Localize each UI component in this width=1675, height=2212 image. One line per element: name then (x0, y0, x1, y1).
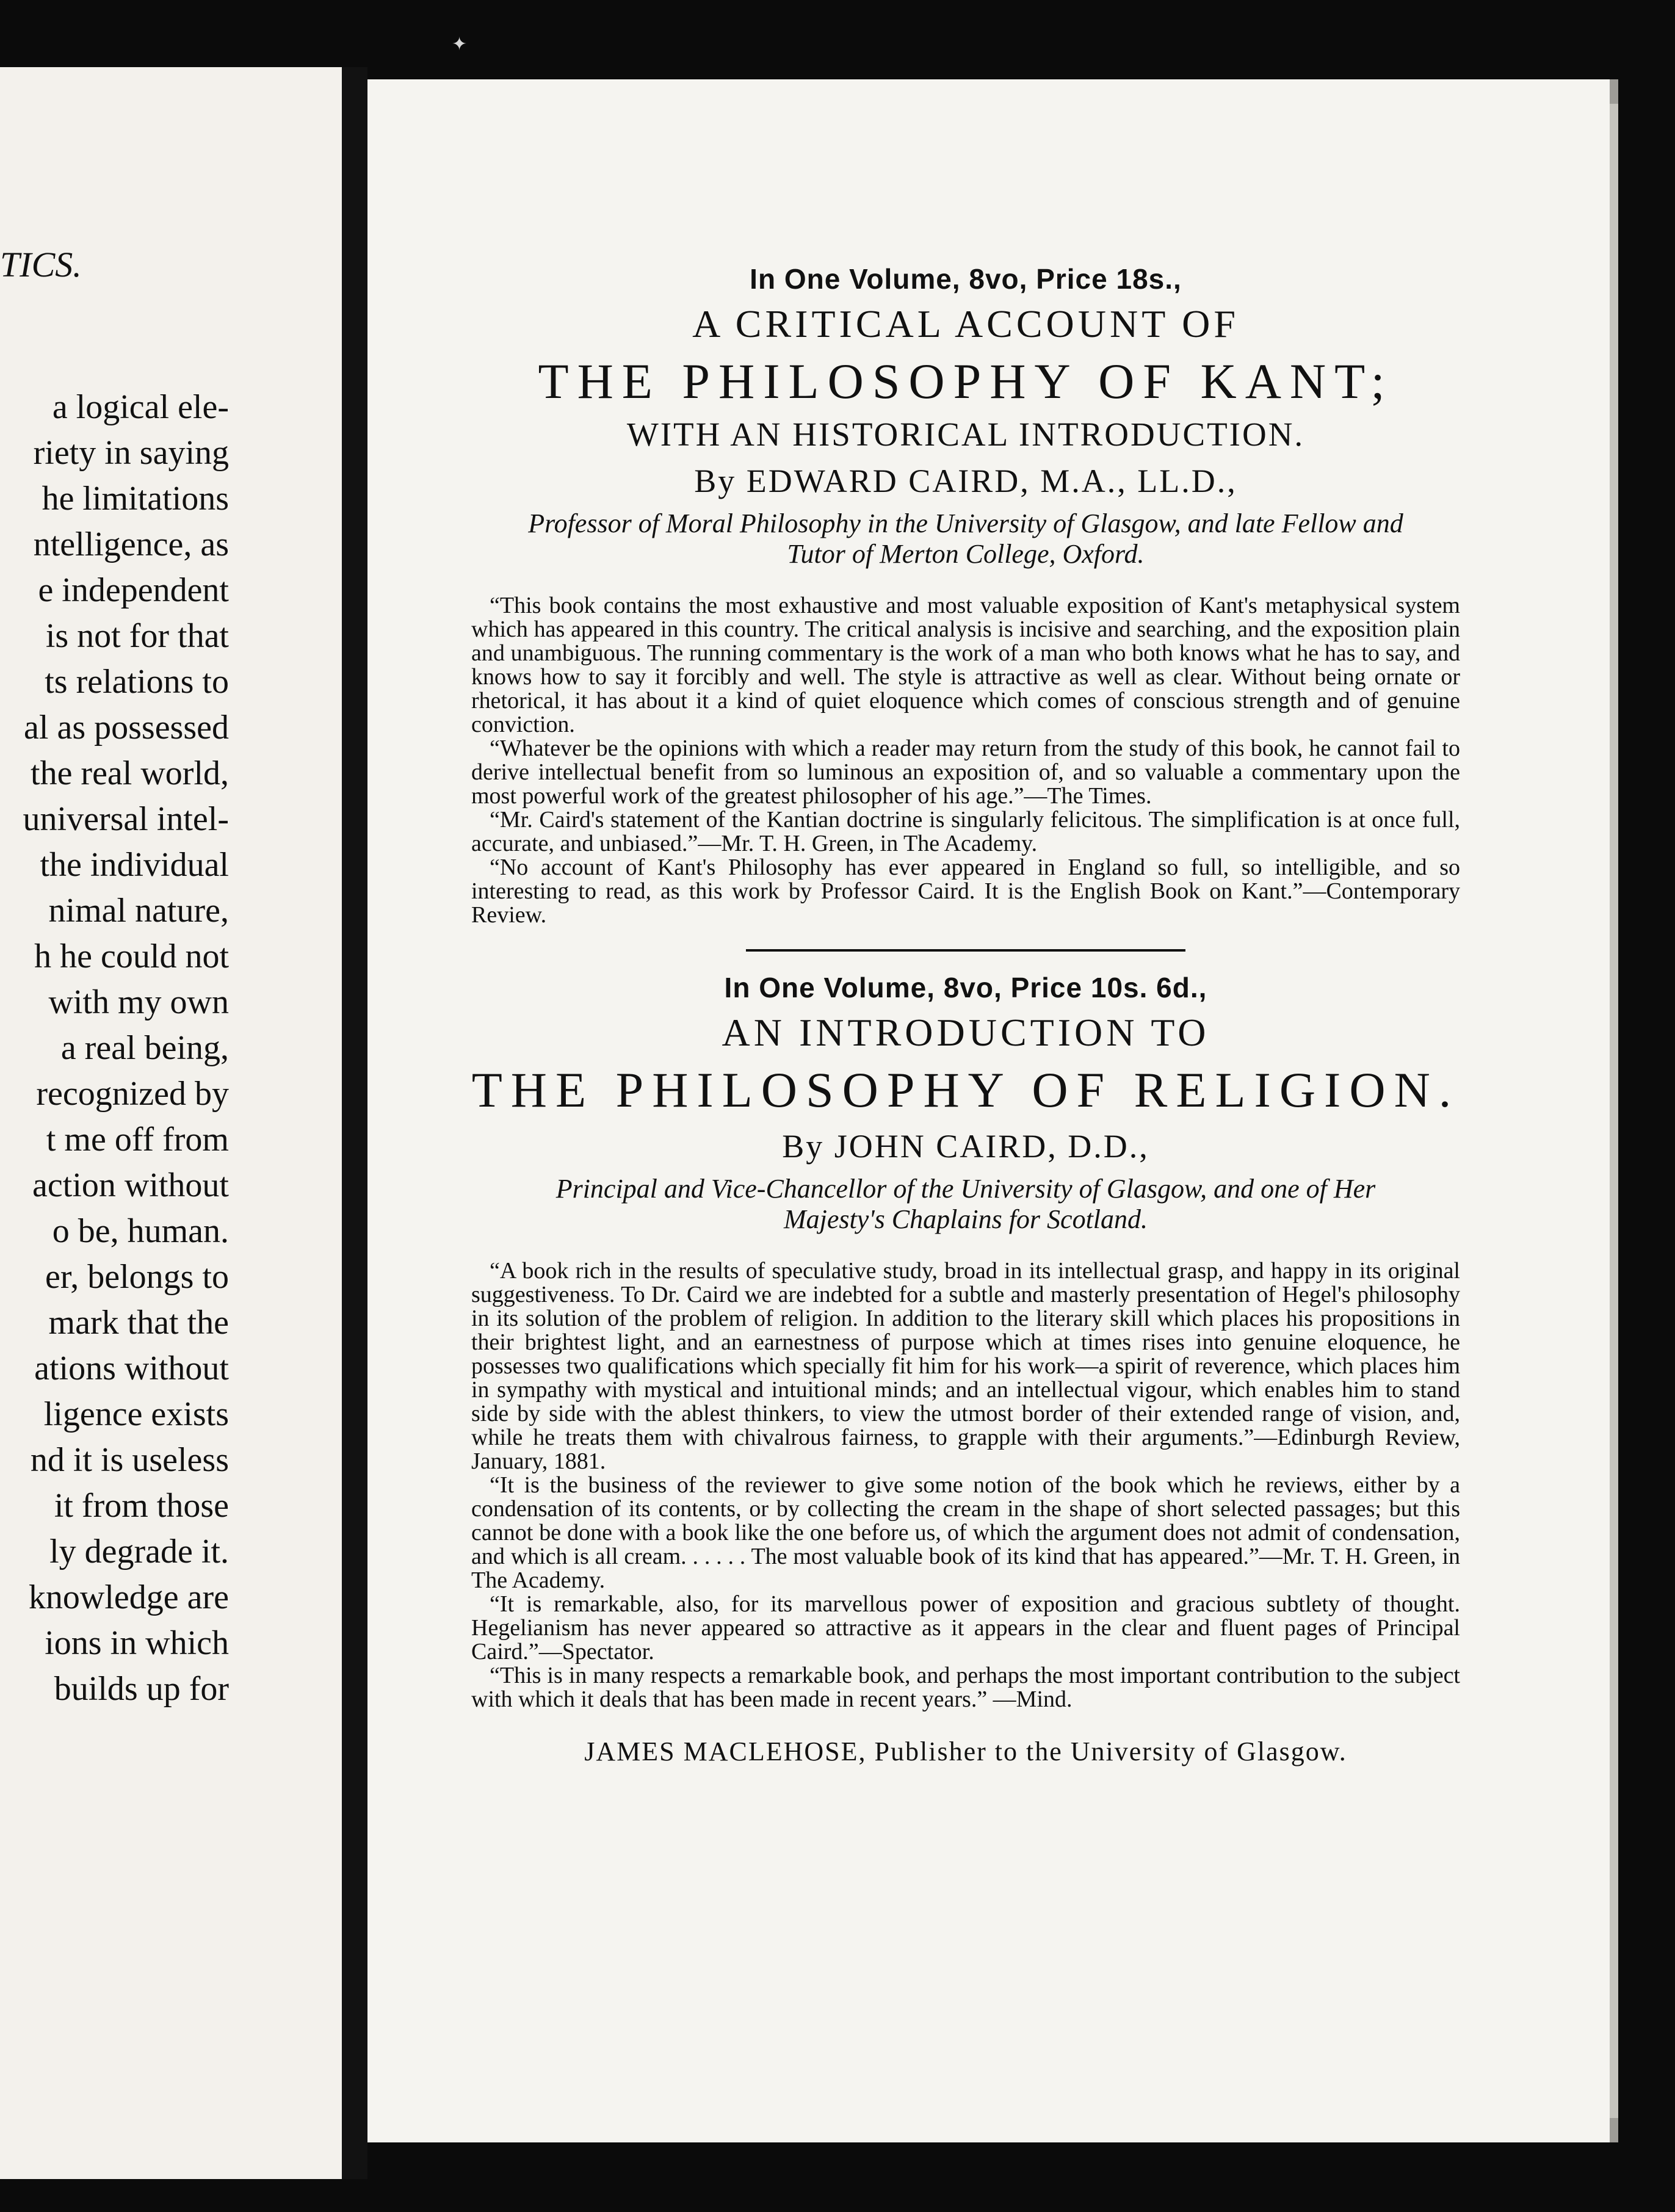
left-line: is not for that (45, 617, 229, 655)
left-line: knowledge are (28, 1578, 229, 1616)
advertisement-page (367, 79, 1618, 2142)
left-line: it from those (54, 1487, 229, 1525)
left-line: mark that the (48, 1304, 229, 1342)
religion-author-affiliation: Principal and Vice-Chancellor of the University of Glasgow, and one of Her Majesty's Chaplains for Scotland. (555, 1174, 1376, 1234)
left-line: with my own (48, 983, 229, 1021)
left-line: ligence exists (43, 1395, 229, 1433)
left-line: ions in which (45, 1624, 229, 1662)
scan-speck: ✦ (452, 34, 468, 54)
left-line: the individual (40, 846, 229, 884)
left-line: ations without (34, 1350, 229, 1387)
left-line: a real being, (60, 1029, 229, 1067)
left-line: he limitations (42, 480, 229, 518)
left-line: riety in saying (33, 434, 229, 472)
left-line: o be, human. (52, 1212, 229, 1250)
left-line: nimal nature, (48, 892, 229, 930)
left-line: a logical ele- (52, 388, 229, 426)
kant-title-line2: THE PHILOSOPHY OF KANT; (538, 353, 1394, 409)
left-line: the real world, (31, 754, 229, 792)
left-line: recognized by (36, 1075, 229, 1113)
review-quote: “This is in many respects a remarkable book, and perhaps the most important contribution to the subject with which it deals that has been made in recent years.” —Mind. (471, 1663, 1460, 1712)
publisher-imprint: JAMES MACLEHOSE, Publisher to the University of Glasgow. (584, 1737, 1347, 1766)
review-quote: “It is the business of the reviewer to give some notion of the book which he reviews, either by a condensation of its contents, or by collecting the cream in the shape of short selected passages; but this cannot be done with a book like the one before us, of which the argument does not admit of condensation, and which is all cream. . . . . . The most valuable book of its kind that has appeared.”—Mr. T. H. Green, in The Academy. (471, 1472, 1460, 1593)
left-line: ly degrade it. (49, 1533, 229, 1570)
page-content (471, 262, 1460, 1794)
left-line: e independent (38, 571, 229, 609)
left-line: ts relations to (45, 663, 229, 701)
left-line: builds up for (54, 1670, 229, 1708)
left-line: er, belongs to (45, 1258, 229, 1296)
religion-price-line: In One Volume, 8vo, Price 10s. 6d., (724, 972, 1207, 1003)
section-divider (746, 949, 1185, 952)
review-quote: “Whatever be the opinions with which a reader may return from the study of this book, he cannot fail to derive intellectual benefit from so luminous an exposition of, and so valuable a commentary upon the most powerful work of the greatest philosopher of his age.”—The Times. (471, 736, 1460, 809)
page-gutter (342, 67, 367, 2179)
left-page-running-header: TICS. (0, 245, 82, 284)
left-line: al as possessed (24, 709, 229, 746)
religion-review-quotes (471, 1259, 1460, 1711)
review-quote: “It is remarkable, also, for its marvellous power of exposition and gracious subtlety of thought. Hegelianism has never appeared so attractive as it appears in the clear and fluent pages of Principal Caird.”—Spectator. (471, 1591, 1460, 1664)
left-line: action without (32, 1166, 229, 1204)
page-edge (1610, 104, 1618, 2118)
left-line: h he could not (34, 938, 229, 975)
left-facing-page (0, 67, 344, 2179)
left-line: t me off from (46, 1121, 229, 1158)
kant-subtitle: WITH AN HISTORICAL INTRODUCTION. (626, 416, 1305, 453)
kant-price-line: In One Volume, 8vo, Price 18s., (750, 263, 1182, 295)
kant-review-quotes (471, 594, 1460, 927)
left-page-text (0, 385, 229, 1712)
left-line: universal intel- (23, 800, 229, 838)
religion-author: By JOHN CAIRD, D.D., (782, 1128, 1149, 1165)
left-line: ntelligence, as (33, 526, 229, 563)
kant-author-affiliation: Professor of Moral Philosophy in the University of Glasgow, and late Fellow and Tutor of Merton College, Oxford. (528, 508, 1403, 569)
review-quote: “This book contains the most exhaustive and most valuable exposition of Kant's metaphysical system which has appeared in this country. The critical analysis is incisive and searching, and the exposition plain and unambiguous. The running commentary is the work of a man who both knows what he has to say, and knows how to say it forcibly and well. The style is attractive as well as clear. Without being ornate or rhetorical, it has about it a kind of quiet eloquence which comes of conscious strength and of genuine conviction. (471, 593, 1460, 737)
left-line: nd it is useless (30, 1441, 229, 1479)
religion-title-line2: THE PHILOSOPHY OF RELIGION. (471, 1062, 1460, 1118)
religion-title-line1: AN INTRODUCTION TO (722, 1011, 1210, 1054)
religion-advertisement (471, 971, 1460, 1711)
kant-advertisement (471, 262, 1460, 927)
review-quote: “A book rich in the results of speculative study, broad in its intellectual grasp, and happy in its original suggestiveness. To Dr. Caird we are indebted for a subtle and masterly presentation of Hegel's philosophy in its solution of the problem of religion. In addition to the literary skill which places his propositions in their brightest light, and an earnestness of purpose which at times rises into genuine eloquence, he possesses two qualifications which specially fit him for his work—a spirit of reverence, which places him in sympathy with mystical and intuitional minds; and an intellectual vigour, which enables him to stand side by side with the ablest thinkers, to view the utmost border of their extended range of vision, and, while he treats them with chivalrous fairness, to grapple with their arguments.”—Edinburgh Review, January, 1881. (471, 1258, 1460, 1474)
kant-author: By EDWARD CAIRD, M.A., LL.D., (694, 463, 1237, 499)
review-quote: “Mr. Caird's statement of the Kantian doctrine is singularly felicitous. The simplification is at once full, accurate, and unbiased.”—Mr. T. H. Green, in The Academy. (471, 807, 1460, 856)
review-quote: “No account of Kant's Philosophy has ever appeared in England so full, so intelligible, and so interesting to read, as this work by Professor Caird. It is the English Book on Kant.”—Contemporary Review. (471, 855, 1460, 928)
kant-title-line1: A CRITICAL ACCOUNT OF (692, 302, 1239, 345)
